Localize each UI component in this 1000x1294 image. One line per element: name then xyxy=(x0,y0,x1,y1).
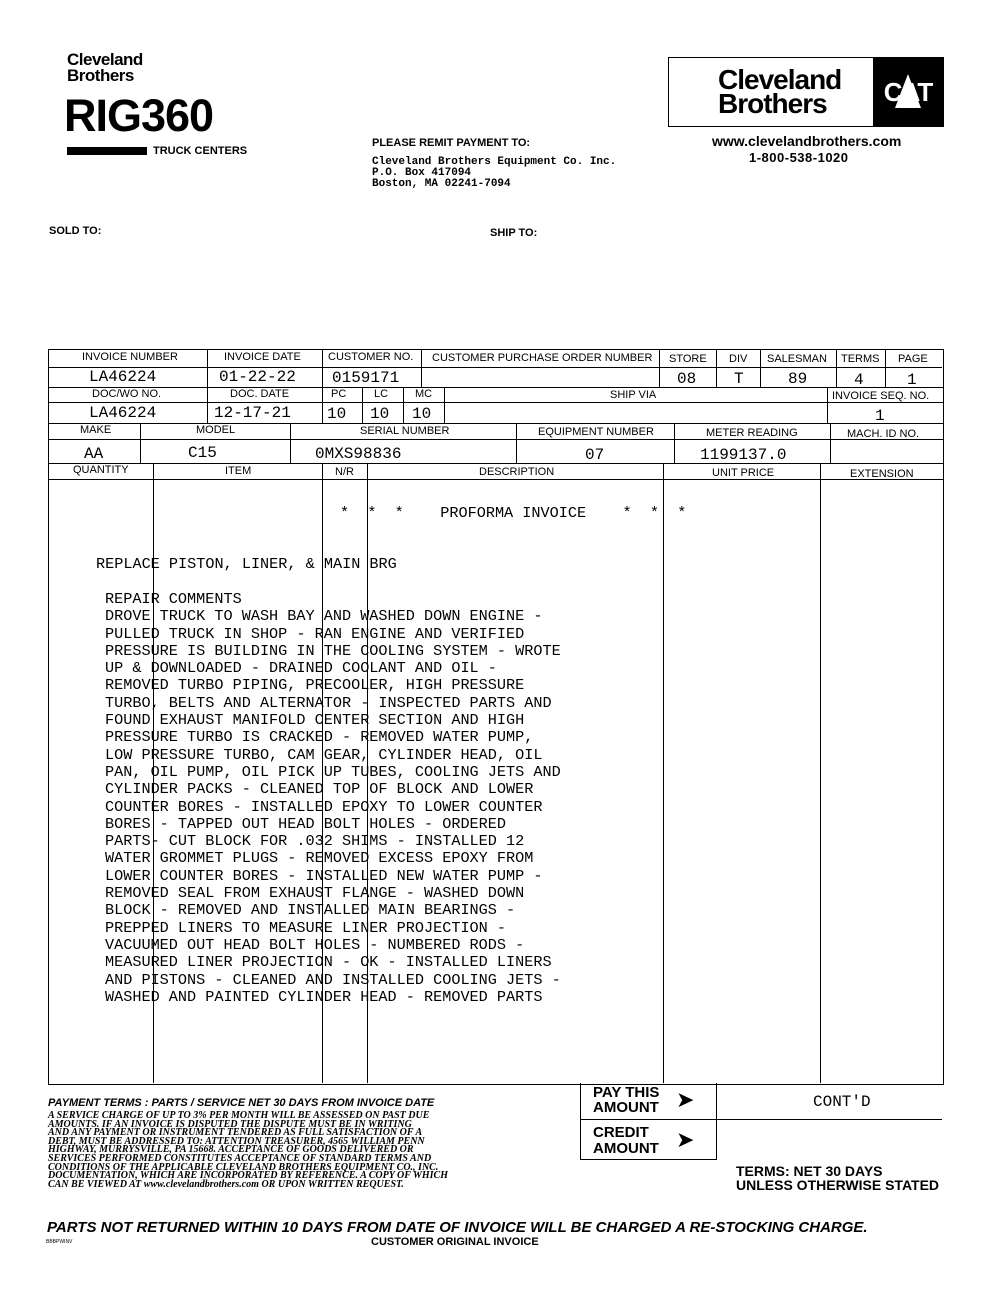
grid-line xyxy=(580,1119,716,1120)
comment-line: LOWER COUNTER BORES - INSTALLED NEW WATER PUMP - xyxy=(105,866,543,885)
grid-line xyxy=(885,349,886,387)
value-serial-number: 0MXS98836 xyxy=(315,445,402,463)
grid-line xyxy=(444,387,445,423)
pay-this-amount-label xyxy=(593,1085,659,1115)
comment-line: REMOVED TURBO PIPING, PRECOOLER, HIGH PRESSURE xyxy=(105,676,525,695)
logo-rig360-text: RIG360 xyxy=(64,90,214,141)
label-equipment-number: EQUIPMENT NUMBER xyxy=(538,426,654,438)
label-pc: PC xyxy=(331,388,347,400)
grid-line xyxy=(716,1119,942,1120)
comment-line: PULLED TRUCK IN SHOP - RAN ENGINE AND VERIFIED xyxy=(105,624,525,643)
grid-line xyxy=(207,349,208,387)
value-store: 08 xyxy=(677,370,697,388)
grid-line xyxy=(421,349,422,387)
restocking-notice: PARTS NOT RETURNED WITHIN 10 DAYS FROM DATE OF INVOICE WILL BE CHARGED A RE-STOCKING CHARGE. xyxy=(47,1219,868,1236)
logo-brothers-text: Brothers xyxy=(67,66,134,85)
grid-line xyxy=(836,349,837,387)
value-mc: 10 xyxy=(412,405,432,423)
comment-line: CYLINDER PACKS - CLEANED TOP OF BLOCK AND LOWER xyxy=(105,780,534,799)
col-unit-price: UNIT PRICE xyxy=(712,467,775,479)
ship-to-label: SHIP TO: xyxy=(490,227,538,239)
remit-address xyxy=(372,157,616,190)
grid-line xyxy=(674,423,675,463)
grid-line xyxy=(827,387,828,423)
value-model: C15 xyxy=(188,444,217,462)
cat-logo-block xyxy=(873,58,943,126)
value-invoice-date: 01-22-22 xyxy=(219,368,296,386)
label-lc: LC xyxy=(374,388,389,400)
label-ship-via: SHIP VIA xyxy=(610,389,657,401)
label-make: MAKE xyxy=(80,424,112,436)
terms-line: TERMS: NET 30 DAYS xyxy=(736,1163,883,1179)
fine-print-line: CONDITIONS OF THE APPLICABLE CLEVELAND BROTHERS EQUIPMENT CO., INC. xyxy=(48,1161,439,1173)
comment-line: COUNTER BORES - INSTALLED EPOXY TO LOWER COUNTER xyxy=(105,797,543,816)
fine-print-line: HIGHWAY, MURRYSVILLE, PA 15668. ACCEPTANCE OF GOODS DELIVERED OR xyxy=(48,1144,414,1156)
comment-line: PREPPED LINERS TO MEASURE LINER PROJECTION - xyxy=(105,918,507,937)
customer-original-invoice: CUSTOMER ORIGINAL INVOICE xyxy=(371,1236,539,1248)
label-page: PAGE xyxy=(898,353,928,365)
fine-print-line: A SERVICE CHARGE OF UP TO 3% PER MONTH WILL BE ASSESSED ON PAST DUE xyxy=(48,1110,430,1121)
label-terms: TERMS xyxy=(841,353,880,365)
label-model: MODEL xyxy=(196,424,236,436)
label-customer-no: CUSTOMER NO. xyxy=(328,351,414,363)
grid-line xyxy=(716,349,717,387)
label-store: STORE xyxy=(669,353,707,365)
grid-line xyxy=(48,402,943,403)
col-nr: N/R xyxy=(335,466,354,478)
label-doc-wo: DOC/WO NO. xyxy=(92,388,162,400)
grid-line xyxy=(48,439,943,440)
remit-title: PLEASE REMIT PAYMENT TO: xyxy=(372,137,531,149)
label-invoice-seq: INVOICE SEQ. NO. xyxy=(832,390,930,402)
grid-line xyxy=(830,423,831,463)
grid-line xyxy=(659,367,942,368)
comment-line: PAN, OIL PUMP, OIL PICK UP TUBES, COOLING JETS AND xyxy=(105,762,561,781)
proforma-heading: * * * PROFORMA INVOICE * * * xyxy=(340,504,687,522)
sold-to-label: SOLD TO: xyxy=(49,225,102,237)
value-div: T xyxy=(734,370,744,388)
pay-this-line: AMOUNT xyxy=(593,1099,659,1116)
label-doc-date: DOC. DATE xyxy=(230,388,290,400)
website-link[interactable]: www.clevelandbrothers.com xyxy=(712,133,902,149)
comment-line: FOUND EXHAUST MANIFOLD CENTER SECTION AND HIGH xyxy=(105,711,525,730)
grid-line xyxy=(48,387,943,388)
credit-arrow-icon: ➤ xyxy=(676,1127,695,1152)
comment-line: UP & DOWNLOADED - DRAINED COOLANT AND OIL - xyxy=(105,659,497,678)
grid-line xyxy=(716,1083,717,1160)
comment-line: BORES - TAPPED OUT HEAD BOLT HOLES - ORDERED xyxy=(105,814,507,833)
grid-line xyxy=(580,1083,581,1160)
value-customer-no: 0159171 xyxy=(332,369,400,387)
grid-line xyxy=(820,463,821,1083)
label-invoice-date: INVOICE DATE xyxy=(224,351,301,363)
comment-line: LOW PRESSURE TURBO, CAM GEAR, CYLINDER HEAD, OIL xyxy=(105,745,543,764)
label-invoice-number: INVOICE NUMBER xyxy=(82,351,178,363)
logo-cleveland-text: Cleveland xyxy=(718,64,842,95)
grid-line xyxy=(48,479,943,480)
grid-line xyxy=(659,349,660,387)
col-item: ITEM xyxy=(225,465,252,477)
col-description: DESCRIPTION xyxy=(479,466,555,478)
value-pc: 10 xyxy=(327,405,347,423)
grid-line xyxy=(403,387,404,423)
value-invoice-seq: 1 xyxy=(875,407,885,425)
comment-line: BLOCK - REMOVED AND INSTALLED MAIN BEARINGS - xyxy=(105,901,516,920)
grid-line xyxy=(48,423,943,424)
label-mach-id: MACH. ID NO. xyxy=(847,428,920,440)
label-serial-number: SERIAL NUMBER xyxy=(360,425,450,437)
fine-print-line: DOCUMENTATION, WHICH ARE INCORPORATED BY REFERENCE. A COPY OF WHICH xyxy=(48,1170,449,1182)
credit-line: CREDIT xyxy=(593,1124,649,1141)
value-invoice-number: LA46224 xyxy=(89,368,157,386)
comment-line: REMOVED SEAL FROM EXHAUST FLANGE - WASHED DOWN xyxy=(105,884,525,903)
credit-line: AMOUNT xyxy=(593,1140,659,1157)
value-doc-wo: LA46224 xyxy=(89,404,157,422)
grid-line xyxy=(48,463,943,464)
grid-line xyxy=(322,349,323,387)
grid-line xyxy=(322,387,323,423)
grid-line xyxy=(663,463,664,1083)
contd-value: CONT'D xyxy=(813,1093,871,1111)
value-lc: 10 xyxy=(370,405,390,423)
fine-print-line: AND ANY PAYMENT OR INSTRUMENT TENDERED AS FULL SATISFACTION OF A xyxy=(48,1127,423,1139)
label-meter-reading: METER READING xyxy=(706,427,798,439)
pay-arrow-icon: ➤ xyxy=(676,1087,695,1112)
grid-line xyxy=(140,423,141,463)
grid-line xyxy=(362,387,363,423)
value-doc-date: 12-17-21 xyxy=(214,404,291,422)
amount-box xyxy=(580,1083,942,1160)
fine-print xyxy=(48,1112,568,1189)
credit-amount-label xyxy=(593,1125,659,1157)
terms-line: UNLESS OTHERWISE STATED xyxy=(736,1177,940,1193)
value-make: AA xyxy=(84,445,104,463)
remit-line: Boston, MA 02241-7094 xyxy=(372,178,511,190)
fine-print-line: CAN BE VIEWED AT www.clevelandbrothers.com OR UPON WRITTEN REQUEST. xyxy=(48,1178,404,1190)
grid-line xyxy=(516,423,517,463)
comment-line: PRESSURE TURBO IS CRACKED - REMOVED WATER PUMP, xyxy=(105,728,534,747)
col-quantity: QUANTITY xyxy=(73,464,129,476)
comment-line: VACUUMED OUT HEAD BOLT HOLES - NUMBERED RODS - xyxy=(105,935,525,954)
grid-line xyxy=(290,423,291,463)
comment-line: WASHED AND PAINTED CYLINDER HEAD - REMOVED PARTS xyxy=(105,987,543,1006)
logo-cleveland-text: Cleveland xyxy=(67,50,143,69)
fine-print-line: DEBT, MUST BE ADDRESSED TO: ATTENTION TREASURER, 4565 WILLIAM PENN xyxy=(48,1135,425,1147)
remit-line: Cleveland Brothers Equipment Co. Inc. xyxy=(372,156,617,168)
value-terms: 4 xyxy=(854,371,864,389)
comment-line: MEASURED LINER PROJECTION - OK - INSTALLED LINERS xyxy=(105,953,552,972)
terms-note xyxy=(736,1164,939,1192)
logo-bar xyxy=(67,147,147,155)
logo-truck-centers-text: TRUCK CENTERS xyxy=(153,145,248,157)
label-salesman: SALESMAN xyxy=(767,353,827,365)
job-description: REPLACE PISTON, LINER, & MAIN BRG xyxy=(96,555,397,573)
value-salesman: 89 xyxy=(788,370,808,388)
comment-line: TURBO, BELTS AND ALTERNATOR - INSPECTED PARTS AND xyxy=(105,693,552,712)
form-code: BBBPWINV xyxy=(46,1239,73,1245)
fine-print-line: AMOUNTS. IF AN INVOICE IS DISPUTED THE DISPUTE MUST BE IN WRITING xyxy=(48,1118,412,1130)
comment-line: WATER GROMMET PLUGS - REMOVED EXCESS EPOXY FROM xyxy=(105,849,534,868)
comment-line: AND PISTONS - CLEANED AND INSTALLED COOLING JETS - xyxy=(105,970,561,989)
value-meter-reading: 1199137.0 xyxy=(700,446,787,464)
fine-print-line: SERVICES PERFORMED CONSTITUTES ACCEPTANCE OF STANDARD TERMS AND xyxy=(48,1152,432,1164)
label-div: DIV xyxy=(729,353,748,365)
pay-this-line: PAY THIS xyxy=(593,1084,660,1101)
label-customer-po: CUSTOMER PURCHASE ORDER NUMBER xyxy=(432,352,653,364)
comment-line: PARTS- CUT BLOCK FOR .032 SHIMS - INSTALLED 12 xyxy=(105,832,525,851)
col-extension: EXTENSION xyxy=(850,468,914,480)
cleveland-cat-logo xyxy=(668,57,944,127)
payment-terms: PAYMENT TERMS : PARTS / SERVICE NET 30 DAYS FROM INVOICE DATE xyxy=(48,1097,435,1109)
comment-line: REPAIR COMMENTS xyxy=(105,590,242,608)
comment-line: DROVE TRUCK TO WASH BAY AND WASHED DOWN ENGINE - xyxy=(105,607,543,626)
repair-comments xyxy=(105,591,561,1006)
grid-line xyxy=(580,1159,716,1160)
label-mc: MC xyxy=(415,388,433,400)
grid-line xyxy=(760,349,761,387)
comment-line: PRESSURE IS BUILDING IN THE COOLING SYSTEM - WROTE xyxy=(105,641,561,660)
remit-line: P.O. Box 417094 xyxy=(372,167,472,179)
cat-logo-text: CAT xyxy=(883,77,933,107)
value-page: 1 xyxy=(907,371,917,389)
logo-brothers-text: Brothers xyxy=(718,88,827,119)
value-equipment-number: 07 xyxy=(585,446,605,464)
phone-number: 1-800-538-1020 xyxy=(749,150,849,165)
grid-line xyxy=(207,387,208,423)
